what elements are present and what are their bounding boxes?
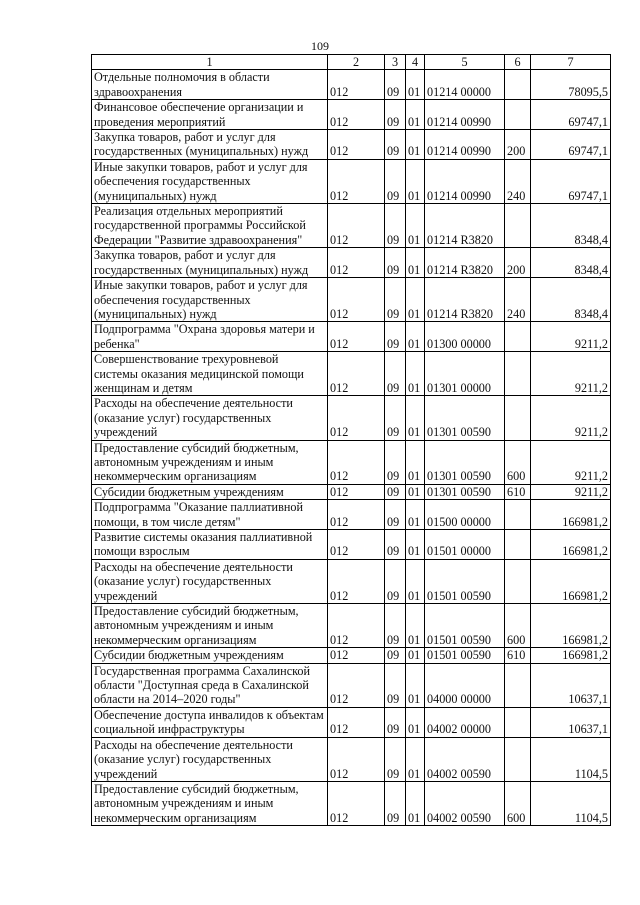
cell-subsection-code: 01 — [406, 530, 425, 560]
table-row — [92, 707, 611, 737]
cell-expense-type — [505, 500, 531, 530]
cell-section-code: 09 — [385, 604, 406, 648]
cell-expense-type: 600 — [505, 440, 531, 484]
cell-name: Государственная программа Сахалинской области "Доступная среда в Сахалинской области на 2014–2020 годы" — [92, 663, 328, 707]
cell-section-code: 09 — [385, 322, 406, 352]
cell-ministry-code: 012 — [328, 70, 385, 100]
cell-section-code: 09 — [385, 352, 406, 396]
cell-subsection-code: 01 — [406, 159, 425, 203]
cell-target-code: 01301 00590 — [425, 484, 505, 499]
cell-expense-type: 200 — [505, 130, 531, 160]
cell-name: Предоставление субсидий бюджетным, автономным учреждениям и иным некоммерческим организациям — [92, 440, 328, 484]
cell-amount: 8348,4 — [531, 248, 611, 278]
cell-ministry-code: 012 — [328, 352, 385, 396]
cell-name: Развитие системы оказания паллиативной помощи взрослым — [92, 530, 328, 560]
cell-ministry-code: 012 — [328, 322, 385, 352]
cell-amount: 9211,2 — [531, 396, 611, 440]
table-row — [92, 663, 611, 707]
cell-expense-type — [505, 530, 531, 560]
cell-subsection-code: 01 — [406, 248, 425, 278]
table-row — [92, 530, 611, 560]
cell-amount: 166981,2 — [531, 648, 611, 663]
cell-section-code: 09 — [385, 70, 406, 100]
cell-subsection-code: 01 — [406, 663, 425, 707]
table-row — [92, 396, 611, 440]
cell-subsection-code: 01 — [406, 130, 425, 160]
cell-amount: 166981,2 — [531, 559, 611, 603]
cell-subsection-code: 01 — [406, 500, 425, 530]
cell-amount: 9211,2 — [531, 322, 611, 352]
table-body — [92, 70, 611, 826]
cell-name: Финансовое обеспечение организации и проведения мероприятий — [92, 100, 328, 130]
cell-expense-type: 600 — [505, 604, 531, 648]
cell-ministry-code: 012 — [328, 663, 385, 707]
cell-section-code: 09 — [385, 159, 406, 203]
cell-section-code: 09 — [385, 530, 406, 560]
cell-ministry-code: 012 — [328, 278, 385, 322]
table-row — [92, 248, 611, 278]
cell-name: Обеспечение доступа инвалидов к объектам социальной инфраструктуры — [92, 707, 328, 737]
cell-expense-type — [505, 352, 531, 396]
table-row — [92, 278, 611, 322]
cell-target-code: 01301 00590 — [425, 396, 505, 440]
cell-name: Подпрограмма "Оказание паллиативной помощи, в том числе детям" — [92, 500, 328, 530]
cell-target-code: 01300 00000 — [425, 322, 505, 352]
cell-name: Иные закупки товаров, работ и услуг для обеспечения государственных (муниципальных) нужд — [92, 278, 328, 322]
cell-target-code: 01501 00590 — [425, 604, 505, 648]
cell-target-code: 04002 00590 — [425, 781, 505, 825]
cell-target-code: 01301 00590 — [425, 440, 505, 484]
table-row — [92, 737, 611, 781]
cell-ministry-code: 012 — [328, 737, 385, 781]
column-number-row — [92, 55, 611, 70]
table-row — [92, 781, 611, 825]
cell-name: Закупка товаров, работ и услуг для государственных (муниципальных) нужд — [92, 130, 328, 160]
cell-amount: 166981,2 — [531, 530, 611, 560]
cell-ministry-code: 012 — [328, 604, 385, 648]
table-row — [92, 500, 611, 530]
cell-name: Расходы на обеспечение деятельности (оказание услуг) государственных учреждений — [92, 559, 328, 603]
table-row — [92, 440, 611, 484]
cell-target-code: 01214 00990 — [425, 159, 505, 203]
cell-subsection-code: 01 — [406, 100, 425, 130]
cell-expense-type — [505, 737, 531, 781]
cell-subsection-code: 01 — [406, 648, 425, 663]
cell-target-code: 01301 00000 — [425, 352, 505, 396]
cell-target-code: 01214 R3820 — [425, 248, 505, 278]
cell-amount: 69747,1 — [531, 100, 611, 130]
cell-ministry-code: 012 — [328, 248, 385, 278]
column-header: 7 — [531, 55, 611, 70]
cell-section-code: 09 — [385, 396, 406, 440]
cell-subsection-code: 01 — [406, 604, 425, 648]
cell-expense-type — [505, 396, 531, 440]
cell-amount: 1104,5 — [531, 781, 611, 825]
cell-target-code: 04000 00000 — [425, 663, 505, 707]
cell-expense-type — [505, 70, 531, 100]
cell-ministry-code: 012 — [328, 159, 385, 203]
cell-subsection-code: 01 — [406, 322, 425, 352]
cell-expense-type — [505, 663, 531, 707]
table-row — [92, 322, 611, 352]
cell-target-code: 01501 00590 — [425, 648, 505, 663]
cell-subsection-code: 01 — [406, 396, 425, 440]
cell-target-code: 01214 R3820 — [425, 278, 505, 322]
cell-amount: 1104,5 — [531, 737, 611, 781]
cell-expense-type — [505, 559, 531, 603]
cell-section-code: 09 — [385, 278, 406, 322]
cell-target-code: 01501 00590 — [425, 559, 505, 603]
cell-expense-type — [505, 204, 531, 248]
cell-ministry-code: 012 — [328, 530, 385, 560]
table-row — [92, 159, 611, 203]
cell-section-code: 09 — [385, 100, 406, 130]
table-row — [92, 130, 611, 160]
cell-target-code: 04002 00590 — [425, 737, 505, 781]
cell-name: Подпрограмма "Охрана здоровья матери и ребенка" — [92, 322, 328, 352]
cell-section-code: 09 — [385, 130, 406, 160]
cell-target-code: 01214 R3820 — [425, 204, 505, 248]
cell-section-code: 09 — [385, 707, 406, 737]
cell-amount: 166981,2 — [531, 500, 611, 530]
cell-section-code: 09 — [385, 781, 406, 825]
table-row — [92, 100, 611, 130]
cell-section-code: 09 — [385, 440, 406, 484]
cell-target-code: 01501 00000 — [425, 530, 505, 560]
column-header: 2 — [328, 55, 385, 70]
cell-name: Реализация отдельных мероприятий государственной программы Российской Федерации "Развитие здравоохранения" — [92, 204, 328, 248]
column-header: 4 — [406, 55, 425, 70]
cell-subsection-code: 01 — [406, 781, 425, 825]
cell-ministry-code: 012 — [328, 500, 385, 530]
cell-section-code: 09 — [385, 737, 406, 781]
cell-ministry-code: 012 — [328, 396, 385, 440]
column-header: 5 — [425, 55, 505, 70]
cell-amount: 69747,1 — [531, 159, 611, 203]
cell-name: Субсидии бюджетным учреждениям — [92, 484, 328, 499]
cell-target-code: 01214 00000 — [425, 70, 505, 100]
cell-ministry-code: 012 — [328, 440, 385, 484]
table-row — [92, 484, 611, 499]
cell-amount: 10637,1 — [531, 663, 611, 707]
cell-expense-type: 610 — [505, 648, 531, 663]
cell-name: Отдельные полномочия в области здравоохранения — [92, 70, 328, 100]
cell-expense-type — [505, 100, 531, 130]
table-row — [92, 559, 611, 603]
cell-amount: 8348,4 — [531, 204, 611, 248]
cell-subsection-code: 01 — [406, 484, 425, 499]
cell-expense-type — [505, 707, 531, 737]
cell-target-code: 01500 00000 — [425, 500, 505, 530]
cell-target-code: 01214 00990 — [425, 100, 505, 130]
cell-target-code: 04002 00000 — [425, 707, 505, 737]
table-row — [92, 70, 611, 100]
cell-amount: 166981,2 — [531, 604, 611, 648]
cell-ministry-code: 012 — [328, 100, 385, 130]
cell-expense-type: 610 — [505, 484, 531, 499]
column-header: 6 — [505, 55, 531, 70]
cell-ministry-code: 012 — [328, 559, 385, 603]
cell-section-code: 09 — [385, 663, 406, 707]
table-row — [92, 204, 611, 248]
cell-amount: 9211,2 — [531, 484, 611, 499]
cell-amount: 8348,4 — [531, 278, 611, 322]
cell-subsection-code: 01 — [406, 70, 425, 100]
cell-name: Иные закупки товаров, работ и услуг для обеспечения государственных (муниципальных) нужд — [92, 159, 328, 203]
cell-amount: 10637,1 — [531, 707, 611, 737]
cell-subsection-code: 01 — [406, 559, 425, 603]
cell-subsection-code: 01 — [406, 204, 425, 248]
cell-amount: 9211,2 — [531, 440, 611, 484]
cell-expense-type: 200 — [505, 248, 531, 278]
cell-name: Расходы на обеспечение деятельности (оказание услуг) государственных учреждений — [92, 737, 328, 781]
cell-section-code: 09 — [385, 559, 406, 603]
cell-subsection-code: 01 — [406, 737, 425, 781]
cell-section-code: 09 — [385, 204, 406, 248]
cell-name: Предоставление субсидий бюджетным, автономным учреждениям и иным некоммерческим организациям — [92, 781, 328, 825]
cell-expense-type: 600 — [505, 781, 531, 825]
cell-section-code: 09 — [385, 248, 406, 278]
cell-expense-type: 240 — [505, 278, 531, 322]
cell-subsection-code: 01 — [406, 707, 425, 737]
cell-amount: 69747,1 — [531, 130, 611, 160]
cell-subsection-code: 01 — [406, 278, 425, 322]
cell-target-code: 01214 00990 — [425, 130, 505, 160]
cell-section-code: 09 — [385, 648, 406, 663]
column-header: 3 — [385, 55, 406, 70]
cell-expense-type — [505, 322, 531, 352]
cell-ministry-code: 012 — [328, 707, 385, 737]
cell-name: Совершенствование трехуровневой системы оказания медицинской помощи женщинам и детям — [92, 352, 328, 396]
cell-expense-type: 240 — [505, 159, 531, 203]
cell-ministry-code: 012 — [328, 130, 385, 160]
table-row — [92, 604, 611, 648]
cell-subsection-code: 01 — [406, 352, 425, 396]
cell-section-code: 09 — [385, 500, 406, 530]
cell-amount: 9211,2 — [531, 352, 611, 396]
cell-subsection-code: 01 — [406, 440, 425, 484]
cell-amount: 78095,5 — [531, 70, 611, 100]
cell-name: Предоставление субсидий бюджетным, автономным учреждениям и иным некоммерческим организациям — [92, 604, 328, 648]
cell-section-code: 09 — [385, 484, 406, 499]
column-header: 1 — [92, 55, 328, 70]
cell-ministry-code: 012 — [328, 484, 385, 499]
table-row — [92, 648, 611, 663]
page-number: 109 — [311, 39, 329, 53]
cell-ministry-code: 012 — [328, 648, 385, 663]
cell-name: Расходы на обеспечение деятельности (оказание услуг) государственных учреждений — [92, 396, 328, 440]
cell-name: Субсидии бюджетным учреждениям — [92, 648, 328, 663]
cell-ministry-code: 012 — [328, 781, 385, 825]
cell-name: Закупка товаров, работ и услуг для государственных (муниципальных) нужд — [92, 248, 328, 278]
budget-table — [91, 54, 611, 826]
cell-ministry-code: 012 — [328, 204, 385, 248]
table-row — [92, 352, 611, 396]
